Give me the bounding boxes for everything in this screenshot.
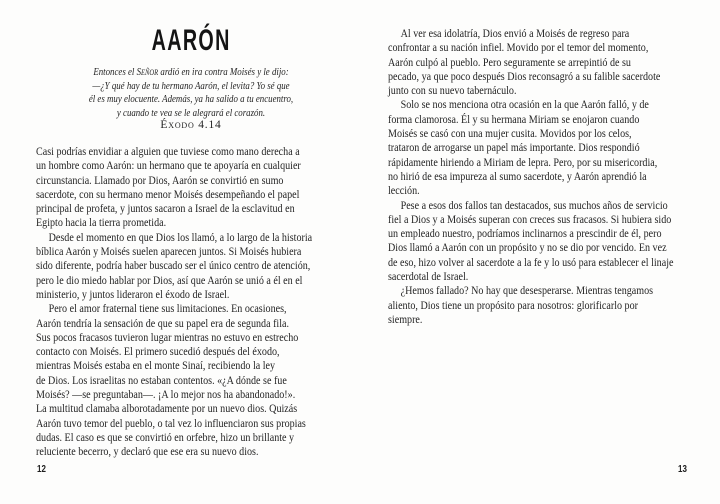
chapter-title <box>36 24 346 58</box>
paragraph <box>388 283 698 326</box>
paragraph <box>388 198 698 284</box>
body-line: aliento, Dios tiene un propósito para nosotros: glorificarlo por <box>388 297 638 312</box>
body-line: sacerdote, con su hermano menor Moisés desempeñando el papel <box>36 186 300 201</box>
body-text-right <box>388 26 698 326</box>
body-line: reluciente becerro, y declaró que ese era su nuevo dios. <box>36 444 259 459</box>
epigraph-lines <box>36 80 346 121</box>
paragraph <box>388 26 698 97</box>
body-line: principal de profeta, y juntos sacaron a Israel de la esclavitud en <box>36 201 295 216</box>
page-number-left: 12 <box>37 464 46 475</box>
body-line: no hirió de esa impureza al sumo sacerdote, y Aarón aprendió la <box>388 168 647 183</box>
body-line: de Dios. Los israelitas no estaban contentos. «¿A dónde se fue <box>36 372 287 387</box>
body-line: La multitud clamaba alborotadamente por un nuevo dios. Quizás <box>36 401 298 416</box>
body-line: siempre. <box>388 311 423 326</box>
body-line: Moisés se casó con una mujer cusita. Movidos por los celos, <box>388 126 632 141</box>
body-line: Solo se nos menciona otra ocasión en la que Aarón falló, y de <box>400 97 649 112</box>
body-line: Al ver esa idolatría, Dios envió a Moisés de regreso para <box>400 26 630 40</box>
body-line: forma clamorosa. Él y su hermana Miriam se enojaron cuando <box>388 111 640 126</box>
body-line: Dios llamó a Aarón con un propósito y no se dio por vencido. En vez <box>388 240 667 255</box>
body-line: Sus pocos fracasos tuvieron lugar mientras no estuvo en estrecho <box>36 329 299 344</box>
body-line: ¿Hemos fallado? No hay que desesperarse. Mientras tengamos <box>400 283 654 298</box>
body-line: pero le dio miedo hablar por Dios, así que Aarón se unió a él en el <box>36 272 303 287</box>
paragraph <box>388 97 698 197</box>
page-number-right: 13 <box>678 464 687 475</box>
body-line: Desde el momento en que Dios los llamó, a lo largo de la historia <box>48 229 313 244</box>
body-line: circunstancia. Llamado por Dios, Aarón se convirtió en sumo <box>36 172 284 187</box>
body-line: sacerdotal de Israel. <box>388 269 469 284</box>
body-line: lección. <box>388 183 420 198</box>
paragraph <box>36 144 346 230</box>
body-line: Pero el amor fraternal tiene sus limitaciones. En ocasiones, <box>48 301 287 316</box>
body-line: un empleado nuestro, podríamos inclinarnos a prescindir de él, pero <box>388 226 662 241</box>
body-line: Pese a esos dos fallos tan destacados, sus muchos años de servicio <box>400 197 668 212</box>
body-line: sido diferente, podría haber buscado ser el único centro de atención, <box>36 258 311 273</box>
epigraph-line1-suffix: ardió en ira contra Moisés y le dijo: <box>158 66 289 78</box>
page-right <box>388 0 698 504</box>
body-line: Aarón tuvo temor del pueblo, o tal vez lo influenciaron sus propias <box>36 415 306 430</box>
body-line: Moisés? —se preguntaban—. ¡A lo mejor nos ha abandonado!». <box>36 387 296 402</box>
paragraph <box>36 230 346 301</box>
page-left <box>36 0 346 504</box>
body-line: bíblica Aarón y Moisés suelen aparecen juntos. Si Moisés hubiera <box>36 244 302 259</box>
chapter-title-text: AARÓN <box>151 24 231 58</box>
scripture-reference: Éxodo 4.14 <box>160 119 222 131</box>
body-line: dudas. El caso es que se convirtió en orfebre, hizo un brillante y <box>36 429 295 444</box>
body-line: fiel a Dios y a Moisés superan con creces sus fracasos. Si hubiera sido <box>388 211 672 226</box>
body-line: confrontar a su nación infiel. Movido por el temor del momento, <box>388 40 649 55</box>
epigraph-line: —¿Y qué hay de tu hermano Aarón, el levita? Yo sé que <box>92 79 290 92</box>
body-line: junto con su nuevo tabernáculo. <box>388 83 517 98</box>
divine-name: Señor <box>136 66 159 78</box>
epigraph-line <box>64 66 318 80</box>
body-line: pecado, ya que poco después Dios reconsagró a su falible sacerdote <box>388 68 661 83</box>
body-line: trataron de arrogarse un papel más importante. Dios respondió <box>388 140 640 155</box>
epigraph <box>36 66 346 120</box>
epigraph-line1-prefix: Entonces el <box>93 66 137 78</box>
body-line: de eso, hizo volver al sacerdote a la fe y lo usó para establecer el linaje <box>388 254 674 269</box>
body-line: Aarón culpó al pueblo. Pero seguramente se arrepintió de su <box>388 54 631 69</box>
body-text-left <box>36 144 346 459</box>
body-line: mientras Moisés estaba en el monte Sinaí, recibiendo la ley <box>36 358 276 373</box>
epigraph-line: y cuando te vea se le alegrará el corazón. <box>116 106 266 119</box>
epigraph-line: él es muy elocuente. Además, ya ha salido a tu encuentro, <box>88 93 294 105</box>
body-line: Aarón tendría la sensación de que su papel era de segunda fila. <box>36 315 290 330</box>
body-line: Egipto hacia la tierra prometida. <box>36 215 167 230</box>
paragraph <box>36 301 346 458</box>
body-line: Casi podrías envidiar a alguien que tuviese como mano derecha a <box>36 144 300 158</box>
body-line: un hombre como Aarón: un hermano que te apoyaría en cualquier <box>36 158 301 173</box>
body-line: ministerio, y juntos lideraron el éxodo de Israel. <box>36 286 230 301</box>
body-line: rápidamente hiriendo a Miriam de lepra. Pero, por su misericordia, <box>388 154 658 169</box>
body-line: contacto con Moisés. El primero sucedió después del éxodo, <box>36 344 280 359</box>
